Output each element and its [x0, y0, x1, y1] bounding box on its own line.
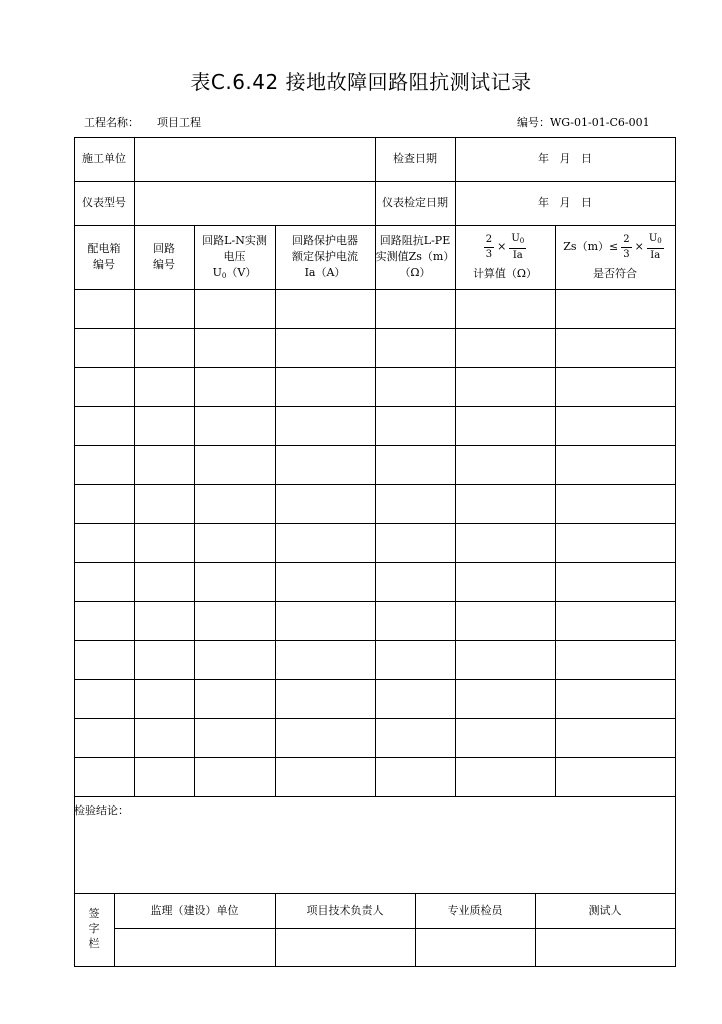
- signature-quality-inspector: 专业质检员: [447, 903, 503, 917]
- instrument-calibration-date-label: 仪表检定日期: [382, 196, 448, 210]
- denominator: Ia: [650, 249, 661, 261]
- voltage-subscript: 0: [657, 236, 662, 245]
- header-line: 回路保护电器: [292, 234, 358, 248]
- voltage-symbol: U: [511, 232, 520, 244]
- denominator: Ia: [512, 249, 523, 261]
- compliance-formula: [563, 233, 666, 262]
- signature-supervision-unit: 监理（建设）单位: [150, 903, 239, 917]
- grid-line: [134, 137, 135, 226]
- header-distribution-box-no: [74, 225, 134, 289]
- grid-line: [555, 225, 556, 797]
- header-measured-impedance: [375, 225, 455, 289]
- voltage-subscript: 0: [519, 236, 525, 245]
- grid-line: [194, 225, 195, 797]
- header-line: 电压: [223, 249, 246, 263]
- grid-line: [675, 137, 676, 967]
- numerator: 2: [484, 234, 494, 248]
- header-line: 编号: [153, 258, 175, 271]
- header-line: 实测值Zs（m）: [375, 250, 455, 264]
- header-line: Ia（A）: [304, 265, 346, 279]
- grid-line: [275, 225, 276, 797]
- grid-line: [114, 928, 676, 929]
- header-line: （Ω）: [399, 265, 431, 279]
- numerator: 2: [621, 234, 631, 248]
- header-line: 配电箱: [87, 242, 121, 256]
- signature-tech-lead: 项目技术负责人: [306, 903, 384, 917]
- header-line: 编号: [93, 258, 115, 271]
- signature-tester: 测试人: [588, 903, 622, 917]
- project-name-field: [84, 114, 201, 130]
- denominator: 3: [623, 248, 630, 260]
- signature-side-label: [74, 893, 114, 966]
- construction-unit-label: 施工单位: [82, 152, 126, 166]
- grid-line: [375, 225, 376, 797]
- instrument-model-label: 仪表型号: [82, 196, 126, 210]
- times-symbol: ×: [497, 240, 507, 254]
- conclusion-label: 检验结论：: [74, 804, 129, 818]
- compliance-label: 是否符合: [593, 266, 637, 280]
- header-line: 回路阻抗L-PE: [379, 234, 451, 248]
- side-char: 签: [88, 907, 100, 921]
- grid-line: [134, 225, 135, 797]
- voltage-symbol: U: [212, 265, 222, 279]
- header-circuit-no: [134, 225, 194, 289]
- denominator: 3: [485, 248, 493, 260]
- header-calculated-value: [455, 225, 555, 289]
- project-name-value: 项目工程: [157, 116, 201, 129]
- voltage-subscript: 0: [221, 271, 227, 280]
- header-line: 回路: [153, 242, 175, 256]
- fraction: [509, 233, 526, 262]
- instrument-calibration-date-value: 年 月 日: [538, 196, 592, 210]
- document-number-label: 编号：: [517, 116, 550, 129]
- page-title: 表C.6.42 接地故障回路阻抗测试记录: [190, 70, 532, 94]
- header-rated-protection-current: [275, 225, 375, 289]
- voltage-symbol: U: [648, 232, 658, 244]
- fraction: [621, 234, 631, 261]
- inspection-date-value: 年 月 日: [538, 152, 592, 166]
- project-name-label: 工程名称：: [84, 116, 139, 129]
- grid-line: [74, 966, 676, 967]
- fraction: [484, 234, 494, 261]
- grid-line: [455, 225, 456, 797]
- header-line: [213, 265, 257, 281]
- voltage-unit: （V）: [226, 265, 257, 279]
- header-line: 额定保护电流: [292, 250, 358, 264]
- side-char: 字: [88, 922, 100, 936]
- document-number-field: [517, 114, 650, 130]
- header-measured-voltage: [194, 225, 275, 289]
- inspection-date-label: 检查日期: [393, 152, 437, 166]
- numerator: [647, 233, 664, 249]
- side-char: 栏: [88, 936, 100, 950]
- document-number-value: WG-01-01-C6-001: [550, 116, 650, 129]
- header-compliance: [555, 225, 675, 289]
- compliance-prefix: Zs（m）≤: [563, 240, 619, 254]
- calc-formula: [481, 233, 530, 262]
- times-symbol: ×: [634, 240, 644, 254]
- fraction: [647, 233, 664, 262]
- numerator: [509, 233, 526, 249]
- calc-label: 计算值（Ω）: [472, 266, 538, 280]
- header-line: 回路L-N实测: [202, 233, 267, 247]
